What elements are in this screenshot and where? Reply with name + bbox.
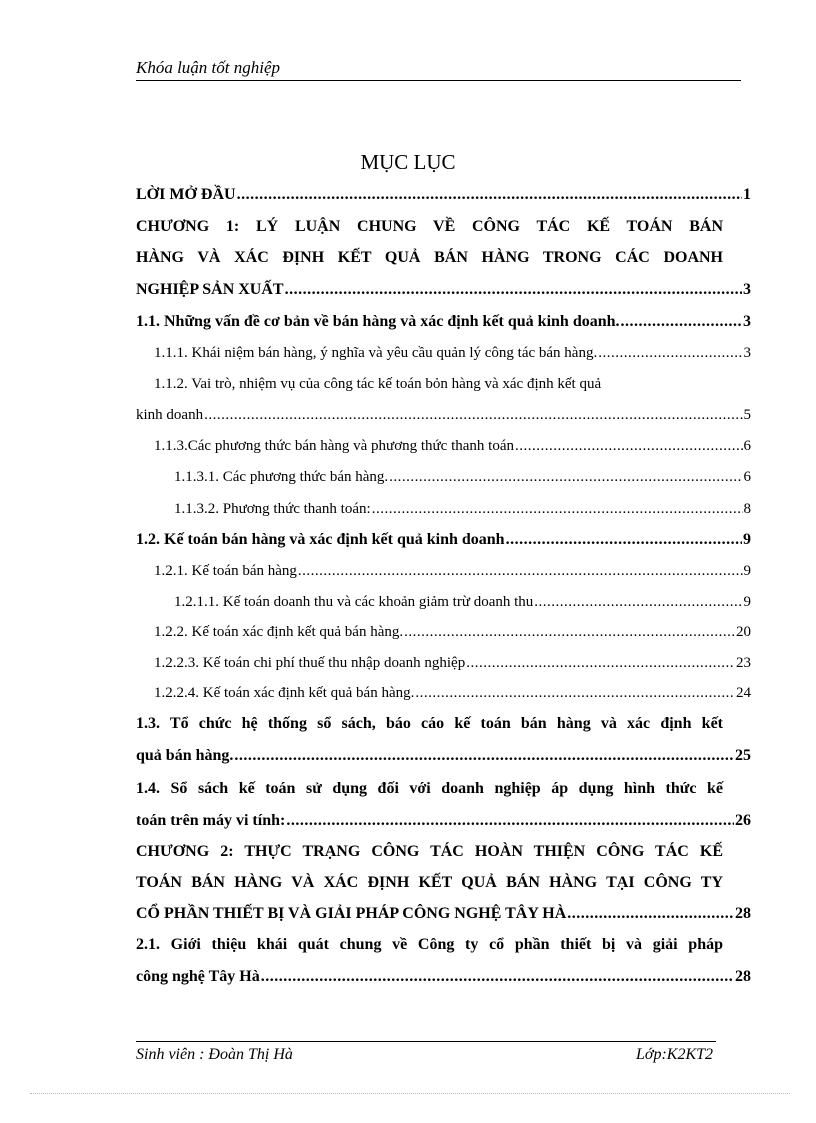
- toc-entry-text: 1.3. Tổ chức hệ thống sổ sách, báo cáo kế toán bán hàng và xác định kết: [136, 715, 723, 732]
- toc-entry-text: CỔ PHẦN THIẾT BỊ VÀ GIẢI PHÁP CÔNG NGHỆ TÂY HÀ: [136, 905, 567, 922]
- toc-entry-text: CHƯƠNG 1: LÝ LUẬN CHUNG VỀ CÔNG TÁC KẾ TOÁN BÁN: [136, 218, 723, 235]
- leader-dots: [415, 678, 735, 708]
- toc-entry-text: HÀNG VÀ XÁC ĐỊNH KẾT QUẢ BÁN HÀNG TRONG CÁC DOANH: [136, 249, 723, 266]
- toc-page-number: 23: [736, 655, 751, 671]
- toc-page-number: 20: [736, 624, 751, 640]
- toc-entry-loi-mo-dau[interactable]: [136, 180, 751, 210]
- leader-dots: [285, 275, 742, 305]
- toc-page-number: 28: [735, 905, 751, 922]
- leader-dots: [204, 400, 742, 430]
- toc-entry-1-2-2[interactable]: [154, 617, 751, 647]
- toc-entry-text: 1.1.3.2. Phương thức thanh toán:: [174, 501, 371, 517]
- toc-entry-1-2-2-4[interactable]: [154, 678, 751, 708]
- toc-entry-1-3-line-2[interactable]: [136, 741, 751, 771]
- toc-entry-text: 1.1. Những vấn đề cơ bản về bán hàng và xác định kết quả kinh doanh.: [136, 313, 620, 330]
- toc-entry-1-1-3[interactable]: [154, 431, 751, 461]
- toc-entry-text: 1.1.2. Vai trò, nhiệm vụ của công tác kế toán bỏn hàng và xác định kết quả: [154, 376, 602, 392]
- leader-dots: [372, 494, 743, 524]
- toc-entry-chuong-1-line-2[interactable]: [136, 243, 723, 273]
- toc-entry-text: LỜI MỞ ĐẦU: [136, 186, 236, 203]
- toc-entry-text: quả bán hàng.: [136, 747, 234, 764]
- toc-entry-2-1-line-2[interactable]: [136, 962, 751, 992]
- leader-dots: [237, 180, 742, 210]
- toc-entry-1-1-3-1[interactable]: [174, 462, 751, 492]
- toc-page-number: 3: [743, 345, 751, 361]
- toc-entry-1-2[interactable]: [136, 525, 751, 555]
- toc-page-number: 6: [743, 469, 751, 485]
- leader-dots: [598, 338, 742, 368]
- leader-dots: [506, 525, 742, 555]
- toc-entry-1-1-2-line-2[interactable]: [136, 400, 751, 430]
- toc-entry-1-1-2-line-1[interactable]: [154, 369, 723, 399]
- running-header: Khóa luận tốt nghiệp: [136, 58, 741, 81]
- toc-page-number: 3: [743, 313, 751, 330]
- toc-page-number: 1: [743, 186, 751, 203]
- toc-entry-text: 1.2.2. Kế toán xác định kết quả bán hàng.: [154, 624, 404, 640]
- toc-page-number: 6: [743, 438, 751, 454]
- toc-entry-1-3-line-1[interactable]: [136, 709, 723, 739]
- toc-entry-1-1-3-2[interactable]: [174, 494, 751, 524]
- footer-divider: [136, 1041, 716, 1042]
- toc-entry-text: toán trên máy vi tính:: [136, 812, 286, 829]
- leader-dots: [466, 648, 735, 678]
- leader-dots: [261, 962, 734, 992]
- toc-entry-chuong-2-line-1[interactable]: [136, 837, 723, 867]
- leader-dots: [621, 307, 742, 337]
- toc-page-number: 24: [736, 685, 751, 701]
- toc-entry-text: công nghệ Tây Hà: [136, 968, 260, 985]
- leader-dots: [515, 431, 743, 461]
- leader-dots: [234, 741, 734, 771]
- toc-entry-text: NGHIỆP SẢN XUẤT: [136, 281, 284, 298]
- toc-page-number: 26: [735, 812, 751, 829]
- footer-student-name: Sinh viên : Đoàn Thị Hà: [136, 1046, 293, 1063]
- toc-entry-2-1-line-1[interactable]: [136, 930, 723, 960]
- leader-dots: [298, 556, 743, 586]
- toc-entry-1-2-1-1[interactable]: [174, 587, 751, 617]
- toc-entry-text: 2.1. Giới thiệu khái quát chung về Công ty cổ phần thiết bị và giải pháp: [136, 936, 723, 953]
- toc-entry-text: 1.2.1.1. Kế toán doanh thu và các khoản giảm trừ doanh thu: [174, 594, 534, 610]
- toc-page-number: 3: [743, 281, 751, 298]
- leader-dots: [534, 587, 742, 617]
- toc-entry-chuong-2-line-3[interactable]: [136, 899, 751, 929]
- toc-entry-text: 1.2. Kế toán bán hàng và xác định kết quả kinh doanh: [136, 531, 505, 548]
- toc-entry-text: 1.2.1. Kế toán bán hàng: [154, 563, 297, 579]
- toc-page-number: 5: [743, 407, 751, 423]
- toc-page-number: 9: [743, 594, 751, 610]
- toc-entry-1-4-line-2[interactable]: [136, 806, 751, 836]
- toc-entry-chuong-2-line-2[interactable]: [136, 868, 723, 898]
- toc-entry-1-1[interactable]: [136, 307, 751, 337]
- toc-entry-text: 1.4. Sổ sách kế toán sử dụng đối với doanh nghiệp áp dụng hình thức kế: [136, 780, 723, 797]
- footer-class: Lớp:K2KT2: [636, 1046, 714, 1063]
- toc-page-number: 28: [735, 968, 751, 985]
- toc-entry-text: kinh doanh: [136, 407, 204, 423]
- leader-dots: [389, 462, 742, 492]
- toc-entry-1-2-1[interactable]: [154, 556, 751, 586]
- toc-entry-text: 1.1.3.1. Các phương thức bán hàng.: [174, 469, 389, 485]
- toc-entry-1-4-line-1[interactable]: [136, 774, 723, 804]
- toc-entry-1-1-1[interactable]: [154, 338, 751, 368]
- toc-entry-text: 1.1.3.Các phương thức bán hàng và phương thức thanh toán: [154, 438, 514, 454]
- toc-page-number: 9: [743, 563, 751, 579]
- toc-title: MỤC LỤC: [360, 150, 456, 174]
- toc-entry-text: 1.2.2.4. Kế toán xác định kết quả bán hàng.: [154, 685, 415, 701]
- page-edge-dotted-line: [30, 1093, 790, 1094]
- toc-entry-text: 1.1.1. Khái niệm bán hàng, ý nghĩa và yêu cầu quản lý công tác bán hàng.: [154, 345, 598, 361]
- toc-entry-text: TOÁN BÁN HÀNG VÀ XÁC ĐỊNH KẾT QUẢ BÁN HÀNG TẠI CÔNG TY: [136, 874, 723, 891]
- toc-page-number: 8: [743, 501, 751, 517]
- leader-dots: [286, 806, 734, 836]
- toc-page-number: 25: [735, 747, 751, 764]
- toc-entry-1-2-2-3[interactable]: [154, 648, 751, 678]
- toc-entry-chuong-1-line-1[interactable]: [136, 212, 723, 242]
- toc-entry-text: 1.2.2.3. Kế toán chi phí thuế thu nhập doanh nghiệp: [154, 655, 466, 671]
- leader-dots: [567, 899, 734, 929]
- toc-page-number: 9: [743, 531, 751, 548]
- leader-dots: [404, 617, 735, 647]
- toc-entry-chuong-1-line-3[interactable]: [136, 275, 751, 305]
- toc-entry-text: CHƯƠNG 2: THỰC TRẠNG CÔNG TÁC HOÀN THIỆN CÔNG TÁC KẾ: [136, 843, 723, 860]
